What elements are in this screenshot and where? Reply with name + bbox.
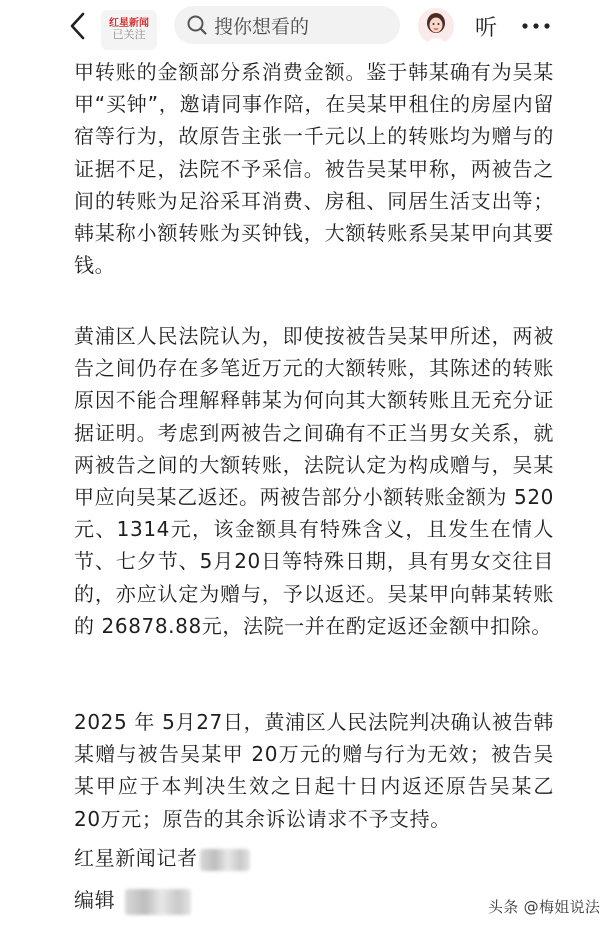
more-icon [521, 22, 551, 30]
user-avatar-icon [418, 8, 454, 44]
article-paragraph: 2025 年 5月27日，黄浦区人民法院判决确认被告韩某赠与被告吴某甲 20万元的赠与行为无效；被告吴某甲应于本判决生效之日起十日内返还原告吴某乙 20万元；原告的其余诉讼请求不予支持。 [74, 710, 554, 831]
article-paragraph: 黄浦区人民法院认为，即使按被告吴某甲所述，两被告之间仍存在多笔近万元的大额转账，其陈述的转账原因不能合理解释韩某为何向其大额转账且无充分证据证明。考虑到两被告之间确有不正当男女关系，就两被告之间的大额转账，法院认定为构成赠与，吴某甲应向吴某乙返还。两被告部分小额转账金额为 520元、1314元，该金额具有特殊含义，且发生在情人节、七夕节、5月20日等特殊日期，具有男女交往目的，亦应认定为赠与，予以返还。吴某甲向韩某转账的 26878.88元，法院一并在酌定返还金额中扣除。 [74, 324, 554, 638]
account-logo: 红星新闻 [109, 17, 149, 29]
editor-label: 编辑 [74, 888, 116, 912]
top-bar [0, 0, 616, 54]
reporter-label: 红星新闻记者 [74, 846, 198, 870]
search-input[interactable] [174, 6, 400, 44]
follow-status: 已关注 [112, 28, 146, 42]
account-logo-button[interactable] [101, 10, 157, 50]
watermark: 头条 @梅姐说法 [488, 898, 601, 916]
editor-line [74, 884, 191, 916]
search-icon [186, 14, 208, 36]
avatar[interactable] [418, 8, 454, 44]
redacted-name [125, 889, 191, 915]
search-placeholder: 搜你想看的 [214, 15, 310, 38]
back-button[interactable] [60, 8, 96, 44]
listen-button[interactable]: 听 [474, 15, 497, 41]
back-arrow-icon [68, 11, 88, 41]
more-button[interactable] [520, 12, 552, 40]
article-paragraph: 甲转账的金额部分系消费金额。鉴于韩某确有为吴某甲“买钟”，邀请同事作陪，在吴某甲租住的房屋内留宿等行为，故原告主张一千元以上的转账均为赠与的证据不足，法院不予采信。被告吴某甲称，两被告之间的转账为足浴采耳消费、房租、同居生活支出等；韩某称小额转账为买钟钱，大额转账系吴某甲向其要钱。 [74, 60, 554, 278]
redacted-name [200, 849, 250, 871]
reporter-line [74, 842, 250, 874]
